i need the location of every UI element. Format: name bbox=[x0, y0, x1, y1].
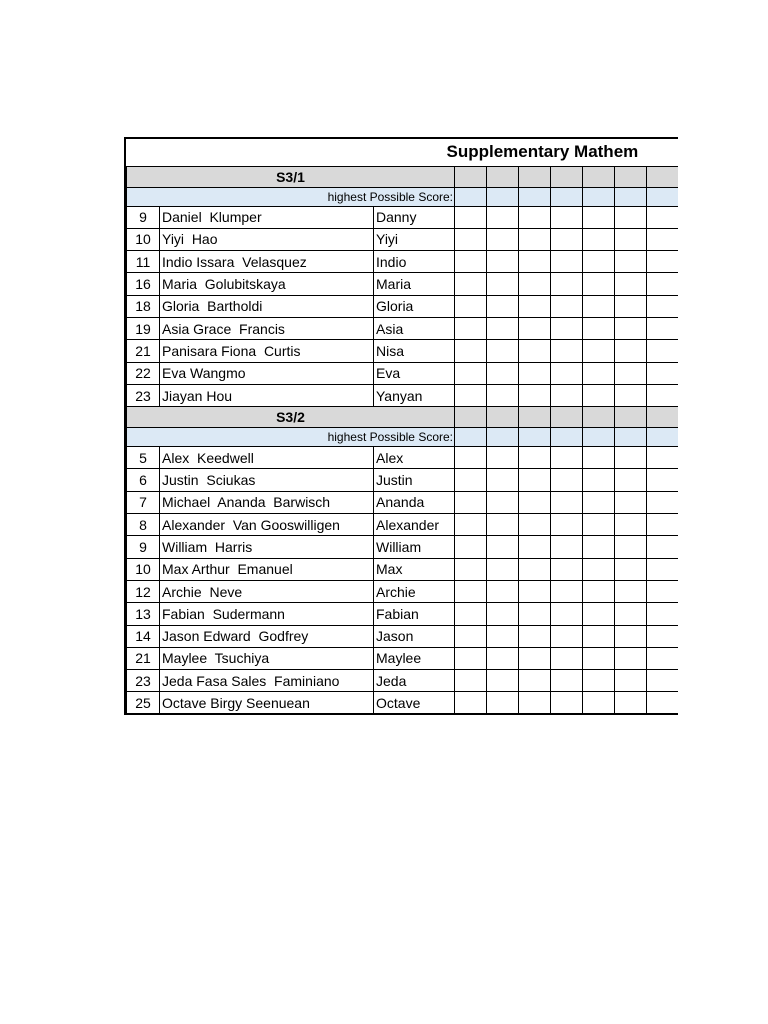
student-nickname: Yanyan bbox=[374, 384, 455, 406]
student-score-cell[interactable] bbox=[615, 228, 647, 250]
student-row bbox=[127, 317, 679, 339]
student-score-cell[interactable] bbox=[647, 384, 679, 406]
highest-score-score-cell[interactable] bbox=[647, 187, 679, 206]
group-header-row bbox=[127, 407, 679, 428]
student-score-cell[interactable] bbox=[519, 536, 551, 558]
student-number: 5 bbox=[127, 447, 160, 469]
student-score-cell[interactable] bbox=[487, 536, 519, 558]
group-header-score-cell[interactable] bbox=[455, 407, 487, 428]
student-full-name: Fabian Sudermann bbox=[160, 603, 374, 625]
student-score-cell[interactable] bbox=[519, 273, 551, 295]
sheet-title: Supplementary Mathem bbox=[127, 139, 679, 166]
student-score-cell[interactable] bbox=[519, 228, 551, 250]
student-score-cell[interactable] bbox=[647, 251, 679, 273]
student-score-cell[interactable] bbox=[647, 340, 679, 362]
student-nickname: Asia bbox=[374, 317, 455, 339]
student-full-name: Panisara Fiona Curtis bbox=[160, 340, 374, 362]
student-score-cell[interactable] bbox=[615, 580, 647, 602]
student-score-cell[interactable] bbox=[519, 447, 551, 469]
student-score-cell[interactable] bbox=[519, 625, 551, 647]
student-score-cell[interactable] bbox=[455, 273, 487, 295]
student-number: 16 bbox=[127, 273, 160, 295]
highest-score-row bbox=[127, 187, 679, 206]
student-score-cell[interactable] bbox=[487, 514, 519, 536]
student-nickname: Fabian bbox=[374, 603, 455, 625]
student-score-cell[interactable] bbox=[583, 580, 615, 602]
student-score-cell[interactable] bbox=[519, 647, 551, 669]
student-number: 18 bbox=[127, 295, 160, 317]
student-nickname: Alex bbox=[374, 447, 455, 469]
student-score-cell[interactable] bbox=[455, 251, 487, 273]
student-score-cell[interactable] bbox=[487, 228, 519, 250]
student-number: 13 bbox=[127, 603, 160, 625]
student-number: 9 bbox=[127, 206, 160, 228]
student-score-cell[interactable] bbox=[615, 603, 647, 625]
student-score-cell[interactable] bbox=[583, 317, 615, 339]
student-full-name: Jeda Fasa Sales Faminiano bbox=[160, 670, 374, 692]
student-score-cell[interactable] bbox=[487, 362, 519, 384]
student-score-cell[interactable] bbox=[519, 514, 551, 536]
student-score-cell[interactable] bbox=[551, 273, 583, 295]
student-score-cell[interactable] bbox=[551, 317, 583, 339]
student-score-cell[interactable] bbox=[647, 469, 679, 491]
student-full-name: Alexander Van Gooswilligen bbox=[160, 514, 374, 536]
student-full-name: Indio Issara Velasquez bbox=[160, 251, 374, 273]
student-row bbox=[127, 580, 679, 602]
student-score-cell[interactable] bbox=[455, 206, 487, 228]
student-score-cell[interactable] bbox=[615, 447, 647, 469]
student-row bbox=[127, 206, 679, 228]
student-score-cell[interactable] bbox=[583, 603, 615, 625]
student-number: 21 bbox=[127, 340, 160, 362]
student-full-name: Yiyi Hao bbox=[160, 228, 374, 250]
student-score-cell[interactable] bbox=[551, 647, 583, 669]
highest-score-score-cell[interactable] bbox=[519, 187, 551, 206]
student-score-cell[interactable] bbox=[455, 647, 487, 669]
student-nickname: William bbox=[374, 536, 455, 558]
student-row bbox=[127, 273, 679, 295]
student-full-name: Daniel Klumper bbox=[160, 206, 374, 228]
highest-score-score-cell[interactable] bbox=[551, 428, 583, 447]
student-score-cell[interactable] bbox=[487, 273, 519, 295]
student-nickname: Danny bbox=[374, 206, 455, 228]
student-number: 9 bbox=[127, 536, 160, 558]
student-score-cell[interactable] bbox=[519, 491, 551, 513]
group-header-score-cell[interactable] bbox=[647, 407, 679, 428]
student-score-cell[interactable] bbox=[583, 447, 615, 469]
student-nickname: Justin bbox=[374, 469, 455, 491]
student-full-name: Gloria Bartholdi bbox=[160, 295, 374, 317]
group-header-score-cell[interactable] bbox=[455, 166, 487, 187]
student-score-cell[interactable] bbox=[647, 447, 679, 469]
group-header-score-cell[interactable] bbox=[551, 166, 583, 187]
student-score-cell[interactable] bbox=[583, 469, 615, 491]
student-number: 19 bbox=[127, 317, 160, 339]
student-score-cell[interactable] bbox=[551, 625, 583, 647]
student-row bbox=[127, 692, 679, 714]
student-full-name: Eva Wangmo bbox=[160, 362, 374, 384]
student-score-cell[interactable] bbox=[487, 625, 519, 647]
student-score-cell[interactable] bbox=[583, 206, 615, 228]
student-row bbox=[127, 558, 679, 580]
highest-score-score-cell[interactable] bbox=[487, 428, 519, 447]
student-score-cell[interactable] bbox=[615, 206, 647, 228]
student-nickname: Archie bbox=[374, 580, 455, 602]
student-row bbox=[127, 228, 679, 250]
student-score-cell[interactable] bbox=[583, 340, 615, 362]
student-score-cell[interactable] bbox=[455, 558, 487, 580]
student-nickname: Max bbox=[374, 558, 455, 580]
student-score-cell[interactable] bbox=[455, 670, 487, 692]
highest-score-score-cell[interactable] bbox=[487, 187, 519, 206]
student-row bbox=[127, 536, 679, 558]
student-number: 8 bbox=[127, 514, 160, 536]
student-row bbox=[127, 670, 679, 692]
student-full-name: Max Arthur Emanuel bbox=[160, 558, 374, 580]
student-row bbox=[127, 647, 679, 669]
student-score-cell[interactable] bbox=[551, 670, 583, 692]
group-header-score-cell[interactable] bbox=[487, 166, 519, 187]
spreadsheet bbox=[124, 137, 678, 715]
student-score-cell[interactable] bbox=[551, 491, 583, 513]
group-header-row bbox=[127, 166, 679, 187]
student-score-cell[interactable] bbox=[455, 625, 487, 647]
student-score-cell[interactable] bbox=[487, 340, 519, 362]
student-score-cell[interactable] bbox=[455, 295, 487, 317]
student-number: 23 bbox=[127, 384, 160, 406]
group-header-score-cell[interactable] bbox=[615, 407, 647, 428]
student-score-cell[interactable] bbox=[615, 625, 647, 647]
student-number: 10 bbox=[127, 228, 160, 250]
student-score-cell[interactable] bbox=[519, 340, 551, 362]
student-number: 6 bbox=[127, 469, 160, 491]
student-score-cell[interactable] bbox=[519, 295, 551, 317]
student-score-cell[interactable] bbox=[519, 670, 551, 692]
student-score-cell[interactable] bbox=[519, 580, 551, 602]
student-number: 25 bbox=[127, 692, 160, 714]
student-score-cell[interactable] bbox=[615, 692, 647, 714]
student-score-cell[interactable] bbox=[647, 273, 679, 295]
student-score-cell[interactable] bbox=[455, 228, 487, 250]
student-score-cell[interactable] bbox=[647, 362, 679, 384]
student-row bbox=[127, 514, 679, 536]
student-score-cell[interactable] bbox=[455, 469, 487, 491]
student-score-cell[interactable] bbox=[519, 469, 551, 491]
student-score-cell[interactable] bbox=[551, 384, 583, 406]
highest-score-label: highest Possible Score: bbox=[127, 187, 455, 206]
student-score-cell[interactable] bbox=[647, 692, 679, 714]
highest-score-label: highest Possible Score: bbox=[127, 428, 455, 447]
student-score-cell[interactable] bbox=[519, 603, 551, 625]
student-score-cell[interactable] bbox=[647, 580, 679, 602]
group-header-score-cell[interactable] bbox=[519, 407, 551, 428]
highest-score-score-cell[interactable] bbox=[583, 428, 615, 447]
student-number: 7 bbox=[127, 491, 160, 513]
student-score-cell[interactable] bbox=[519, 692, 551, 714]
student-score-cell[interactable] bbox=[647, 625, 679, 647]
highest-score-score-cell[interactable] bbox=[647, 428, 679, 447]
student-score-cell[interactable] bbox=[519, 317, 551, 339]
student-score-cell[interactable] bbox=[583, 625, 615, 647]
student-full-name: Justin Sciukas bbox=[160, 469, 374, 491]
student-nickname: Eva bbox=[374, 362, 455, 384]
student-score-cell[interactable] bbox=[519, 206, 551, 228]
student-number: 21 bbox=[127, 647, 160, 669]
student-row bbox=[127, 340, 679, 362]
student-score-cell[interactable] bbox=[519, 362, 551, 384]
student-score-cell[interactable] bbox=[583, 536, 615, 558]
student-score-cell[interactable] bbox=[647, 317, 679, 339]
student-score-cell[interactable] bbox=[583, 362, 615, 384]
student-score-cell[interactable] bbox=[551, 536, 583, 558]
student-score-cell[interactable] bbox=[647, 603, 679, 625]
highest-score-score-cell[interactable] bbox=[519, 428, 551, 447]
student-score-cell[interactable] bbox=[487, 491, 519, 513]
highest-score-score-cell[interactable] bbox=[551, 187, 583, 206]
student-score-cell[interactable] bbox=[487, 384, 519, 406]
student-score-cell[interactable] bbox=[551, 362, 583, 384]
student-score-cell[interactable] bbox=[455, 603, 487, 625]
student-number: 10 bbox=[127, 558, 160, 580]
student-score-cell[interactable] bbox=[551, 580, 583, 602]
student-score-cell[interactable] bbox=[647, 670, 679, 692]
student-full-name: Archie Neve bbox=[160, 580, 374, 602]
student-score-cell[interactable] bbox=[583, 228, 615, 250]
student-full-name: Jiayan Hou bbox=[160, 384, 374, 406]
student-row bbox=[127, 384, 679, 406]
student-score-cell[interactable] bbox=[615, 295, 647, 317]
student-row bbox=[127, 447, 679, 469]
group-header-score-cell[interactable] bbox=[551, 407, 583, 428]
student-full-name: Maria Golubitskaya bbox=[160, 273, 374, 295]
student-row bbox=[127, 603, 679, 625]
title-row bbox=[127, 139, 679, 166]
student-score-cell[interactable] bbox=[551, 206, 583, 228]
student-score-cell[interactable] bbox=[455, 491, 487, 513]
student-nickname: Gloria bbox=[374, 295, 455, 317]
student-nickname: Ananda bbox=[374, 491, 455, 513]
student-score-cell[interactable] bbox=[615, 362, 647, 384]
student-score-cell[interactable] bbox=[615, 384, 647, 406]
group-label: S3/2 bbox=[127, 407, 455, 428]
student-score-cell[interactable] bbox=[615, 469, 647, 491]
student-score-cell[interactable] bbox=[455, 692, 487, 714]
student-score-cell[interactable] bbox=[487, 670, 519, 692]
student-score-cell[interactable] bbox=[551, 558, 583, 580]
highest-score-score-cell[interactable] bbox=[455, 428, 487, 447]
student-score-cell[interactable] bbox=[455, 384, 487, 406]
student-score-cell[interactable] bbox=[455, 580, 487, 602]
student-row bbox=[127, 295, 679, 317]
student-score-cell[interactable] bbox=[455, 514, 487, 536]
student-score-cell[interactable] bbox=[583, 295, 615, 317]
student-score-cell[interactable] bbox=[487, 558, 519, 580]
student-score-cell[interactable] bbox=[455, 362, 487, 384]
student-score-cell[interactable] bbox=[487, 469, 519, 491]
student-number: 12 bbox=[127, 580, 160, 602]
student-score-cell[interactable] bbox=[615, 491, 647, 513]
student-score-cell[interactable] bbox=[647, 228, 679, 250]
student-nickname: Maylee bbox=[374, 647, 455, 669]
student-score-cell[interactable] bbox=[615, 251, 647, 273]
student-score-cell[interactable] bbox=[647, 536, 679, 558]
student-row bbox=[127, 491, 679, 513]
student-score-cell[interactable] bbox=[551, 603, 583, 625]
group-label: S3/1 bbox=[127, 166, 455, 187]
student-score-cell[interactable] bbox=[487, 580, 519, 602]
highest-score-score-cell[interactable] bbox=[583, 187, 615, 206]
student-score-cell[interactable] bbox=[487, 206, 519, 228]
student-score-cell[interactable] bbox=[647, 647, 679, 669]
student-nickname: Alexander bbox=[374, 514, 455, 536]
student-score-cell[interactable] bbox=[487, 295, 519, 317]
student-nickname: Yiyi bbox=[374, 228, 455, 250]
student-row bbox=[127, 251, 679, 273]
student-score-cell[interactable] bbox=[615, 340, 647, 362]
group-header-score-cell[interactable] bbox=[519, 166, 551, 187]
student-score-cell[interactable] bbox=[647, 491, 679, 513]
student-nickname: Maria bbox=[374, 273, 455, 295]
student-score-cell[interactable] bbox=[583, 692, 615, 714]
student-score-cell[interactable] bbox=[519, 384, 551, 406]
student-score-cell[interactable] bbox=[551, 228, 583, 250]
student-row bbox=[127, 362, 679, 384]
student-score-cell[interactable] bbox=[487, 447, 519, 469]
student-score-cell[interactable] bbox=[487, 317, 519, 339]
student-score-cell[interactable] bbox=[615, 558, 647, 580]
student-score-cell[interactable] bbox=[455, 317, 487, 339]
student-nickname: Jeda bbox=[374, 670, 455, 692]
student-score-cell[interactable] bbox=[551, 692, 583, 714]
student-nickname: Octave bbox=[374, 692, 455, 714]
group-header-score-cell[interactable] bbox=[615, 166, 647, 187]
student-score-cell[interactable] bbox=[583, 273, 615, 295]
highest-score-row bbox=[127, 428, 679, 447]
student-score-cell[interactable] bbox=[615, 647, 647, 669]
student-row bbox=[127, 625, 679, 647]
student-score-cell[interactable] bbox=[615, 317, 647, 339]
student-score-cell[interactable] bbox=[487, 692, 519, 714]
student-score-cell[interactable] bbox=[519, 558, 551, 580]
group-header-score-cell[interactable] bbox=[487, 407, 519, 428]
student-score-cell[interactable] bbox=[615, 536, 647, 558]
student-score-cell[interactable] bbox=[551, 447, 583, 469]
student-score-cell[interactable] bbox=[647, 514, 679, 536]
student-score-cell[interactable] bbox=[487, 251, 519, 273]
student-full-name: Michael Ananda Barwisch bbox=[160, 491, 374, 513]
student-score-cell[interactable] bbox=[519, 251, 551, 273]
highest-score-score-cell[interactable] bbox=[455, 187, 487, 206]
student-nickname: Nisa bbox=[374, 340, 455, 362]
highest-score-score-cell[interactable] bbox=[615, 187, 647, 206]
student-score-cell[interactable] bbox=[583, 491, 615, 513]
student-score-cell[interactable] bbox=[615, 514, 647, 536]
student-score-cell[interactable] bbox=[583, 647, 615, 669]
student-score-cell[interactable] bbox=[615, 670, 647, 692]
student-full-name: Jason Edward Godfrey bbox=[160, 625, 374, 647]
student-score-cell[interactable] bbox=[583, 514, 615, 536]
student-score-cell[interactable] bbox=[551, 251, 583, 273]
student-number: 11 bbox=[127, 251, 160, 273]
student-score-cell[interactable] bbox=[551, 340, 583, 362]
student-score-cell[interactable] bbox=[551, 469, 583, 491]
group-header-score-cell[interactable] bbox=[647, 166, 679, 187]
student-full-name: Asia Grace Francis bbox=[160, 317, 374, 339]
student-score-cell[interactable] bbox=[487, 603, 519, 625]
student-score-cell[interactable] bbox=[583, 251, 615, 273]
student-score-cell[interactable] bbox=[583, 670, 615, 692]
score-table bbox=[126, 139, 678, 715]
highest-score-score-cell[interactable] bbox=[615, 428, 647, 447]
student-score-cell[interactable] bbox=[583, 384, 615, 406]
student-full-name: Alex Keedwell bbox=[160, 447, 374, 469]
student-score-cell[interactable] bbox=[455, 536, 487, 558]
student-number: 22 bbox=[127, 362, 160, 384]
group-header-score-cell[interactable] bbox=[583, 166, 615, 187]
student-score-cell[interactable] bbox=[455, 340, 487, 362]
student-score-cell[interactable] bbox=[551, 514, 583, 536]
student-row bbox=[127, 469, 679, 491]
student-score-cell[interactable] bbox=[647, 295, 679, 317]
student-nickname: Indio bbox=[374, 251, 455, 273]
group-header-score-cell[interactable] bbox=[583, 407, 615, 428]
student-full-name: Octave Birgy Seenuean bbox=[160, 692, 374, 714]
student-score-cell[interactable] bbox=[647, 206, 679, 228]
student-score-cell[interactable] bbox=[647, 558, 679, 580]
student-nickname: Jason bbox=[374, 625, 455, 647]
student-score-cell[interactable] bbox=[455, 447, 487, 469]
student-full-name: William Harris bbox=[160, 536, 374, 558]
student-score-cell[interactable] bbox=[583, 558, 615, 580]
student-full-name: Maylee Tsuchiya bbox=[160, 647, 374, 669]
student-number: 23 bbox=[127, 670, 160, 692]
student-score-cell[interactable] bbox=[487, 647, 519, 669]
student-number: 14 bbox=[127, 625, 160, 647]
student-score-cell[interactable] bbox=[615, 273, 647, 295]
student-score-cell[interactable] bbox=[551, 295, 583, 317]
